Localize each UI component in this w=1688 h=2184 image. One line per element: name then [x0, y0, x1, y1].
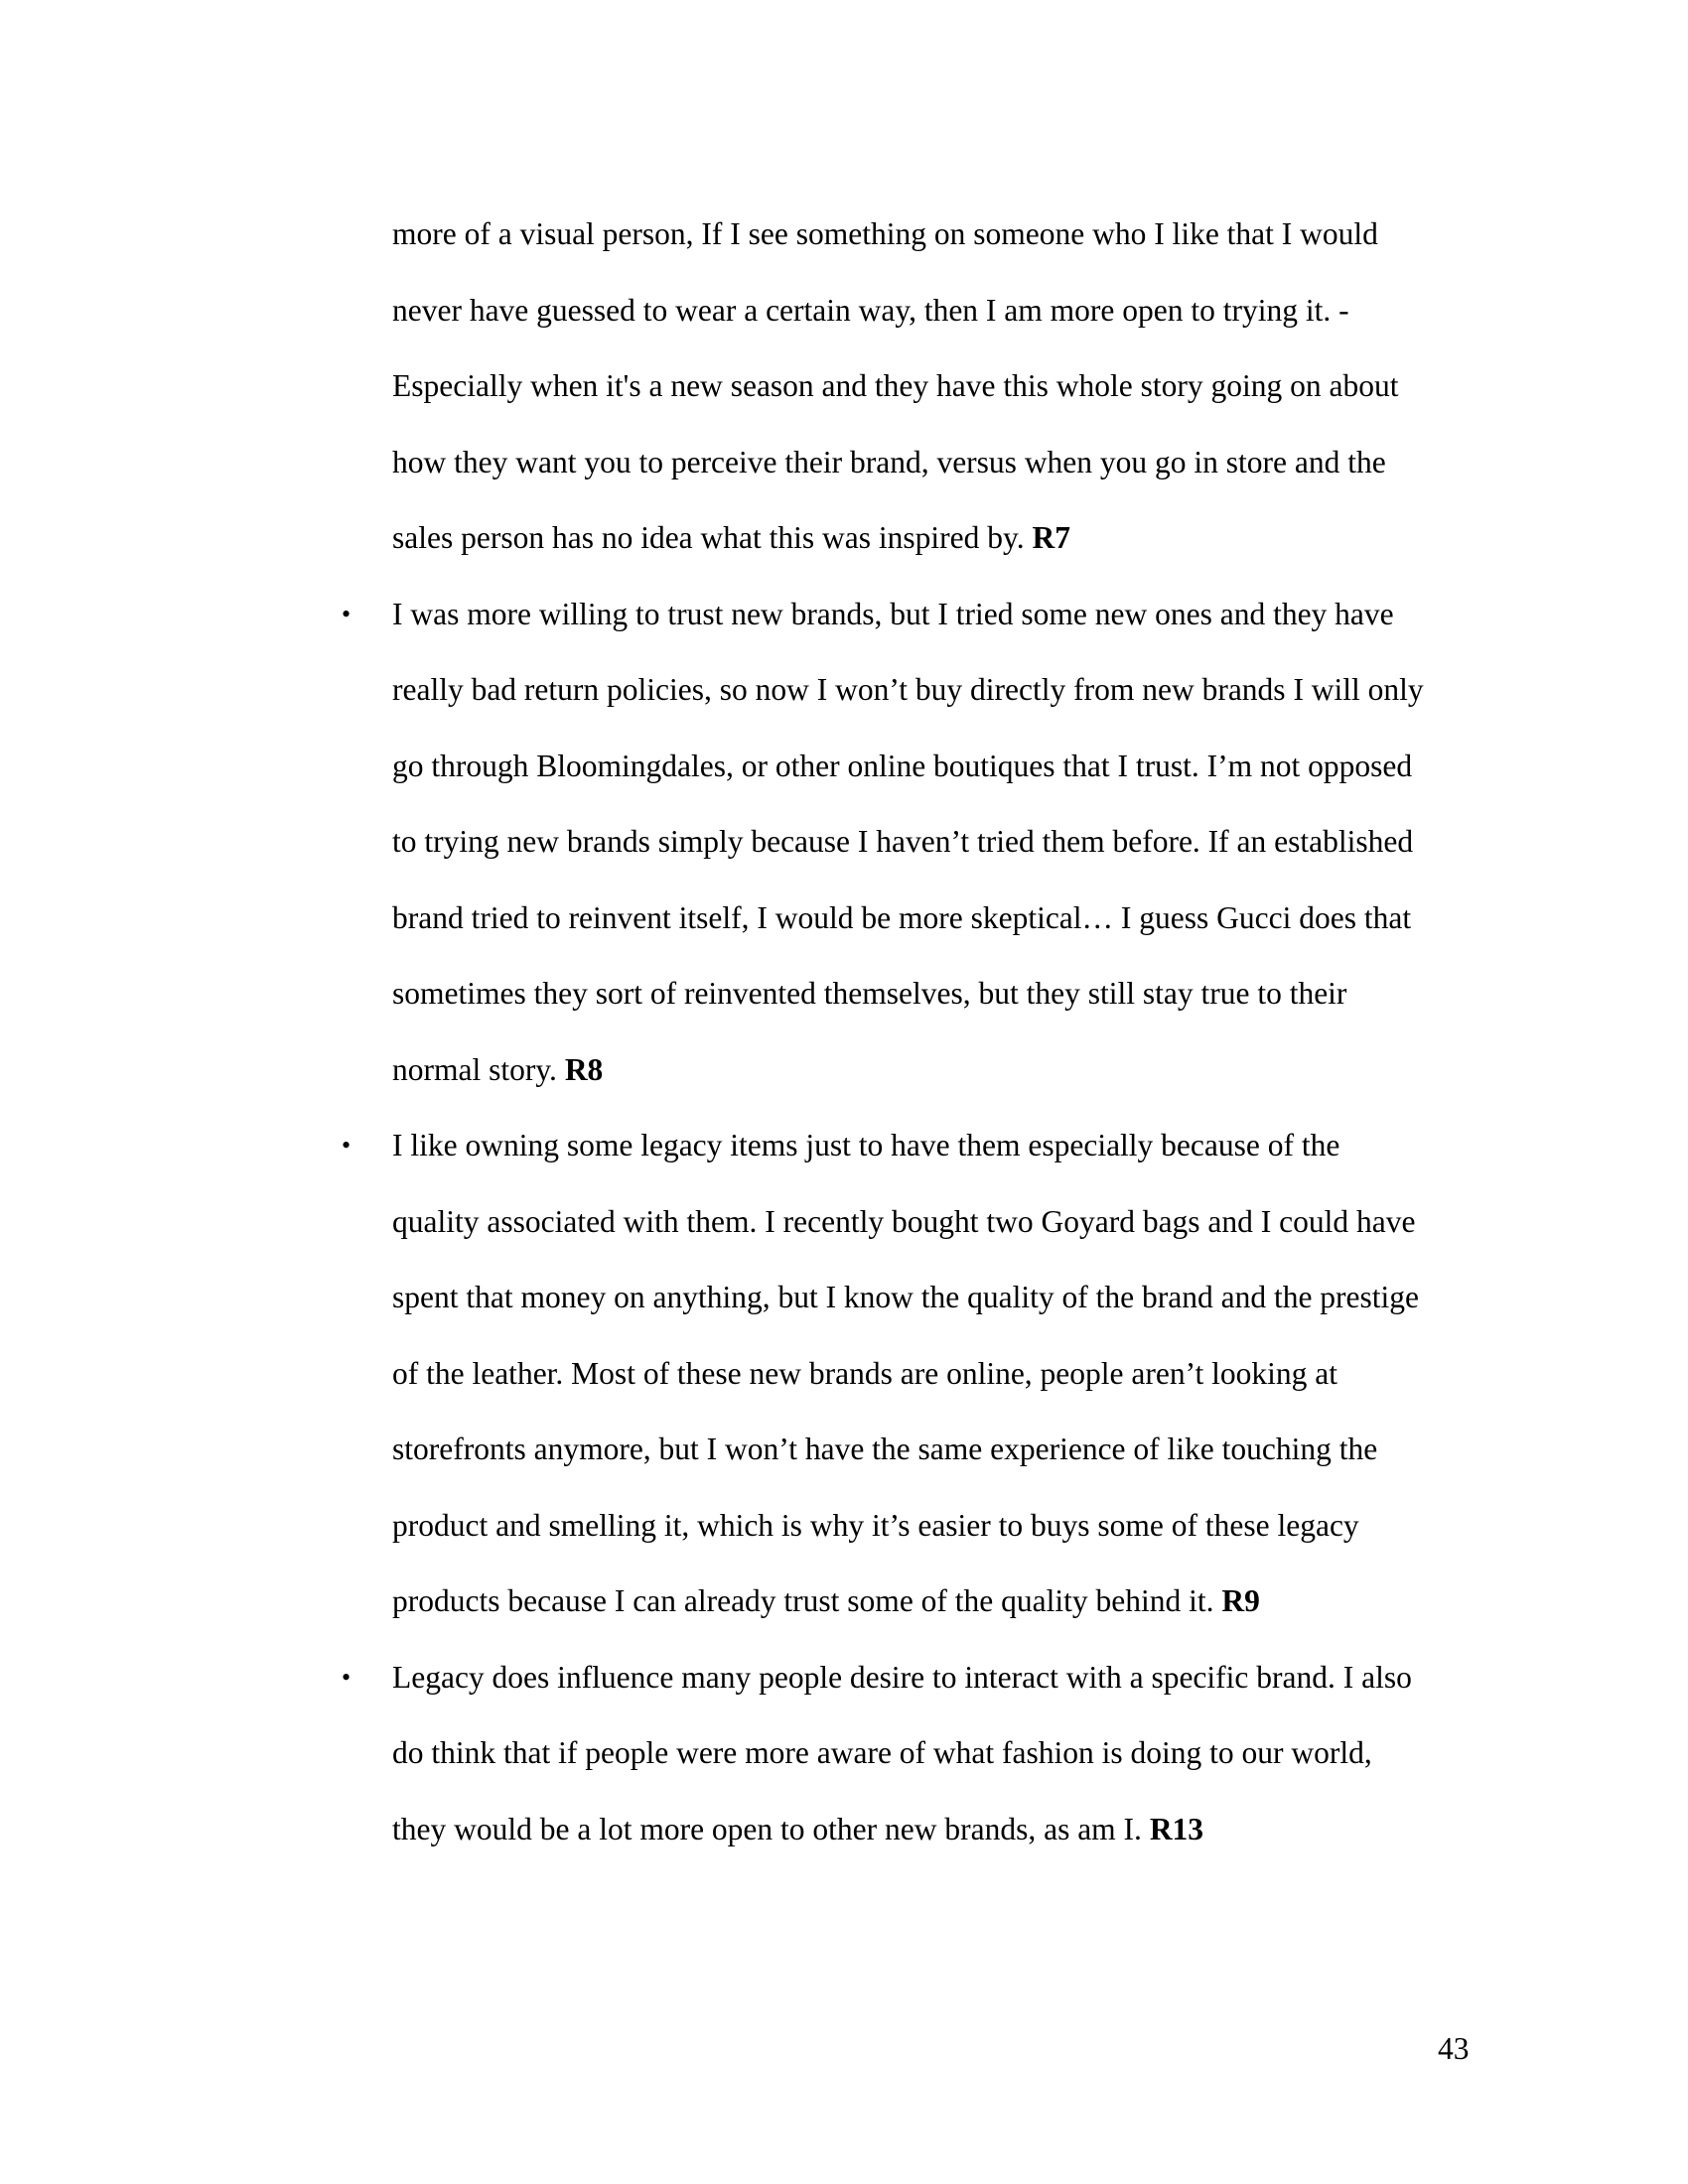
- text-line-last: [392, 1792, 1494, 1868]
- text-line: Legacy does influence many people desire to interact with a specific brand. I also: [392, 1659, 1412, 1695]
- text-line: of the leather. Most of these new brands are online, people aren’t looking at: [392, 1355, 1337, 1391]
- text-line: I like owning some legacy items just to have them especially because of the: [392, 1128, 1340, 1162]
- text-line: to trying new brands simply because I haven’t tried them before. If an established: [392, 824, 1414, 859]
- bullet-icon: •: [342, 1131, 352, 1160]
- respondent-tag: R13: [1149, 1811, 1204, 1846]
- text-line-last: [392, 1032, 1494, 1109]
- text-line: really bad return policies, so now I won’t buy directly from new brands I will only: [392, 672, 1424, 707]
- text-line: spent that money on anything, but I know the quality of the brand and the prestige: [392, 1280, 1420, 1314]
- page-body: [342, 197, 1494, 1867]
- respondent-tag: R8: [564, 1051, 604, 1087]
- text-line-last: [392, 500, 1494, 577]
- text-line: quality associated with them. I recently bought two Goyard bags and I could have: [392, 1203, 1416, 1239]
- text-fragment: sales person has no idea what this was inspired by.: [392, 520, 1025, 555]
- text-line: storefronts anymore, but I won’t have the same experience of like touching the: [392, 1432, 1378, 1466]
- page-number: 43: [1438, 2031, 1470, 2066]
- text-line: how they want you to perceive their brand, versus when you go in store and the: [392, 444, 1386, 479]
- text-fragment: they would be a lot more open to other new brands, as am I.: [392, 1811, 1142, 1846]
- text-line: brand tried to reinvent itself, I would be more skeptical… I guess Gucci does that: [392, 899, 1412, 935]
- text-line: go through Bloomingdales, or other online boutiques that I trust. I’m not opposed: [392, 748, 1413, 783]
- bullet-item: [342, 577, 1494, 1109]
- text-fragment: normal story.: [392, 1051, 557, 1087]
- text-line: more of a visual person, If I see something on someone who I like that I would: [392, 216, 1378, 251]
- text-line: Especially when it's a new season and they have this whole story going on about: [392, 368, 1399, 403]
- text-line: product and smelling it, which is why it’s easier to buys some of these legacy: [392, 1507, 1359, 1543]
- bullet-icon: •: [342, 1662, 352, 1692]
- respondent-tag: R7: [1032, 520, 1070, 555]
- bullet-item: [342, 1108, 1494, 1640]
- text-line: never have guessed to wear a certain way, then I am more open to trying it. -: [392, 292, 1349, 328]
- bullet-item: [342, 1640, 1494, 1868]
- paragraph-continuation: [392, 197, 1494, 577]
- text-line: sometimes they sort of reinvented themselves, but they still stay true to their: [392, 976, 1347, 1011]
- text-line: do think that if people were more aware of what fashion is doing to our world,: [392, 1735, 1372, 1770]
- bullet-icon: •: [342, 599, 352, 628]
- text-fragment: products because I can already trust some of the quality behind it.: [392, 1583, 1214, 1618]
- text-line-last: [392, 1564, 1494, 1640]
- text-line: I was more willing to trust new brands, but I tried some new ones and they have: [392, 596, 1394, 631]
- respondent-tag: R9: [1221, 1583, 1260, 1618]
